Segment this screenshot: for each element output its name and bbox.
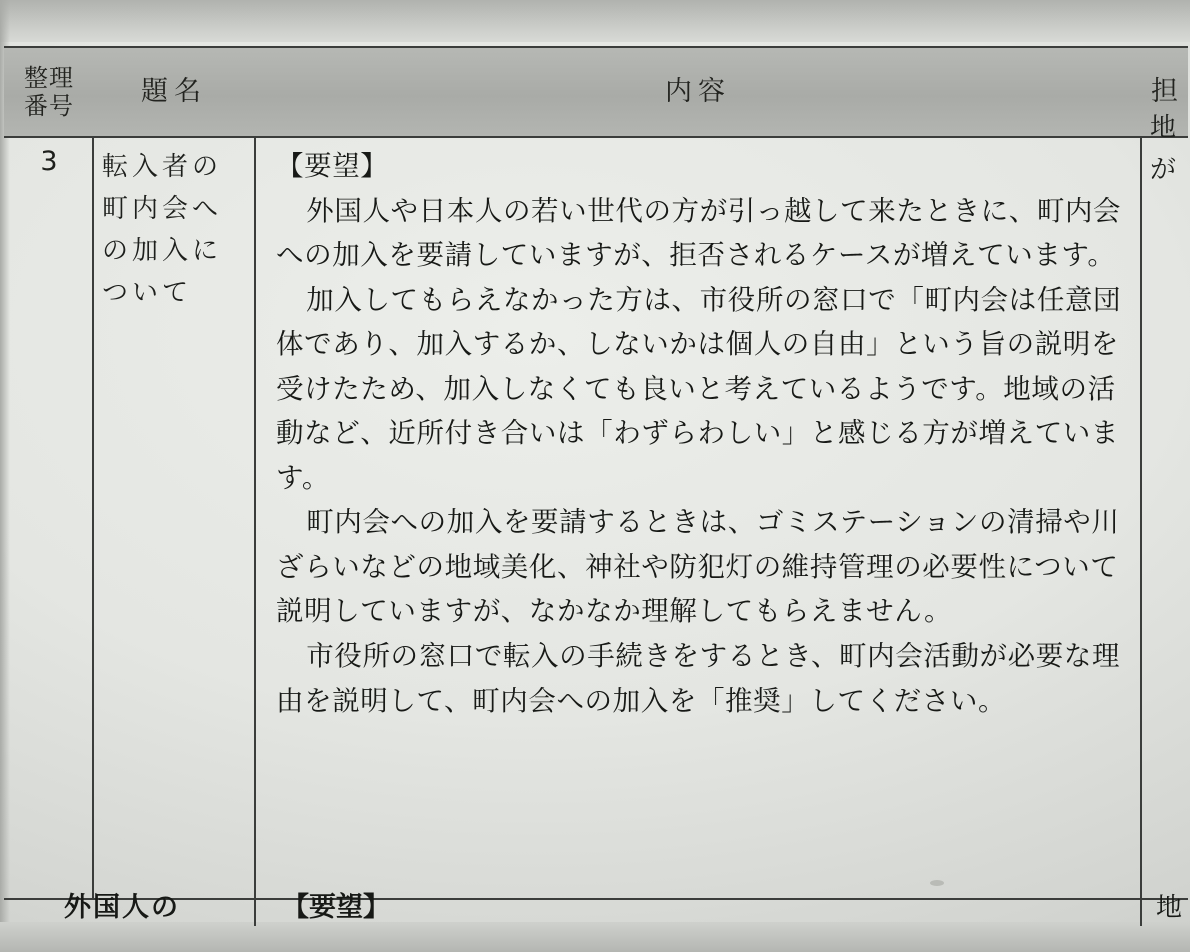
table-header-bottom-border (4, 136, 1188, 138)
column-divider-no-title (92, 46, 94, 898)
content-paragraph: 町内会への加入を要請するときは、ゴミステーションの清掃や川ざらいなどの地域美化、神社や防犯灯の維持管理の必要性について説明していますが、なかなか理解してもらえません。 (276, 506, 1120, 628)
paper-top-shadow (0, 0, 1190, 42)
requests-table (4, 46, 1188, 926)
row-title (102, 146, 242, 314)
staff-text-line: が (1150, 154, 1177, 185)
column-divider-content-staff (1140, 46, 1142, 926)
row-content (276, 144, 1136, 723)
content-paragraph: 市役所の窓口で転入の手続きをするとき、町内会活動が必要な理由を説明して、町内会への加入を「推奨」してください。 (276, 640, 1121, 717)
header-number-line2: 番号 (24, 92, 74, 120)
row-number: 3 (40, 146, 58, 177)
content-paragraph: 加入してもらえなかった方は、市役所の窓口で「町内会は任意団体であり、加入するか、しないかは個人の自由」という旨の説明を受けたため、加入しなくても良いと考えているようです。地域の活動など、近所付き合いは「わずらわしい」と感じる方が増えています。 (276, 283, 1122, 494)
column-divider-title-content (254, 46, 256, 926)
paper-bottom-shadow (0, 922, 1190, 952)
row-title-line: 転入者の (102, 152, 223, 182)
next-row-content: 【要望】 (282, 892, 390, 923)
table-row-bottom-border (4, 898, 1188, 900)
header-number-line1: 整理 (24, 63, 74, 92)
staff-text-line: 地 (1150, 113, 1177, 143)
header-cell-number (6, 50, 92, 134)
header-cell-staff: 担 (1151, 75, 1179, 107)
row-title-line: 町内会へ (102, 194, 223, 225)
content-paragraph: 外国人や日本人の若い世代の方が引っ越して来たときに、町内会への加入を要請していますが、拒否されるケースが増えています。 (276, 194, 1122, 272)
row-title-line: ついて (102, 278, 193, 309)
next-row-title: 外国人の (64, 892, 180, 923)
row-title-line: の加入に (102, 236, 223, 267)
header-cell-title: 題名 (141, 75, 207, 107)
row-staff-column-partial (1150, 108, 1190, 191)
header-cell-content: 内容 (665, 75, 731, 107)
content-heading: 【要望】 (276, 150, 389, 182)
next-row-staff: 地 (1155, 893, 1182, 923)
